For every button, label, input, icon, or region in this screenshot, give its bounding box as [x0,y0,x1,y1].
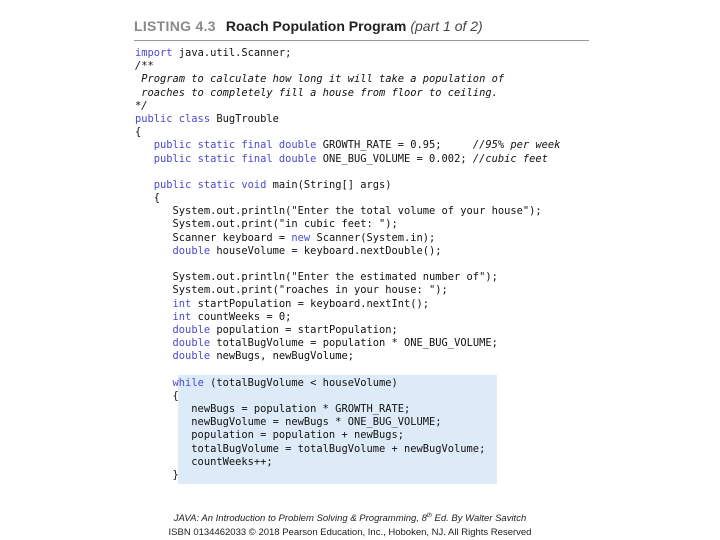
code-comment: roaches to completely fill a house from floor to ceiling. [135,86,498,99]
code-line [135,456,595,469]
code-line [135,192,595,205]
code-text: newBugVolume = newBugs * ONE_BUG_VOLUME; [135,416,442,429]
code-comment: */ [135,99,148,112]
code-text: { [135,126,142,139]
code-keyword: public static final double [153,152,317,165]
code-keyword: double [172,350,211,363]
code-line [135,218,595,231]
code-comment: //95% per week [472,139,561,152]
code-text: houseVolume = keyboard.nextDouble(); [210,244,442,257]
code-line [135,324,595,337]
code-text: ONE_BUG_VOLUME = 0.002; [316,152,473,165]
code-text: System.out.print("roaches in your house: "); [135,284,448,297]
code-line [135,390,595,403]
code-line [135,298,595,311]
code-text: Scanner keyboard = [135,231,292,244]
code-text: Scanner(System.in); [310,231,436,244]
footer-author: Ed. By Walter Savitch [431,513,527,525]
code-line [135,284,595,297]
code-text [135,153,154,165]
footer-citation [0,513,700,524]
code-line [135,245,595,258]
code-keyword: double [172,244,211,257]
code-keyword: int [172,310,192,323]
code-text: BugTrouble [210,112,279,125]
code-text: System.out.print("in cubic feet: "); [135,218,398,231]
code-text: newBugs, newBugVolume; [210,350,354,363]
code-text [135,324,173,336]
code-text: System.out.println("Enter the estimated number of"); [135,271,498,284]
code-line [135,469,595,482]
code-text: System.out.println("Enter the total volume of your house"); [135,205,542,218]
listing-part: (part 1 of 2) [410,18,483,34]
code-line [135,73,595,86]
code-text: startPopulation = keyboard.nextInt(); [191,297,430,310]
code-keyword: public static void [153,178,267,191]
listing-header [134,18,589,41]
code-line [135,47,595,60]
code-line [135,271,595,284]
code-keyword: while [172,376,204,389]
code-line [135,350,595,363]
code-line [135,337,595,350]
code-line [135,139,595,152]
code-text: totalBugVolume = population * ONE_BUG_VOLUME; [210,337,498,350]
code-text: (totalBugVolume < houseVolume) [203,376,398,389]
code-line [135,416,595,429]
code-text: totalBugVolume = totalBugVolume + newBugVolume; [135,442,486,455]
code-line [135,100,595,113]
code-text [135,245,173,257]
listing-title: Roach Population Program [225,18,407,34]
code-line [135,429,595,442]
code-text [135,311,173,323]
code-text [135,298,173,310]
code-line [135,126,595,139]
code-keyword: double [172,337,211,350]
code-line [135,113,595,126]
code-text [135,179,154,191]
footer-edition-suffix: th [426,513,432,519]
code-text: main(String[] args) [266,178,392,191]
code-text: GROWTH_RATE = 0.95; [316,139,473,152]
code-line [135,179,595,192]
code-text: { [135,192,161,205]
code-line [135,166,595,179]
code-line [135,205,595,218]
code-text [135,337,173,349]
code-keyword: public class [135,112,211,125]
code-line [135,443,595,456]
code-text [135,377,173,389]
code-line [135,258,595,271]
code-line [135,232,595,245]
code-comment: Program to calculate how long it will take a population of [135,73,505,86]
code-line [135,311,595,324]
code-text: population = population + newBugs; [135,429,404,442]
code-keyword: public static final double [153,139,317,152]
code-keyword: int [172,297,192,310]
code-text: countWeeks = 0; [191,310,292,323]
code-keyword: double [172,323,211,336]
code-comment: /** [135,60,154,73]
code-text: } [135,469,179,481]
code-text: population = startPopulation; [210,323,398,336]
code-text [135,139,154,151]
code-listing [135,47,595,482]
code-comment: //cubic feet [472,152,548,165]
code-text: newBugs = population * GROWTH_RATE; [135,403,411,416]
code-text: countWeeks++; [135,455,273,468]
footer-book-title: JAVA: An Introduction to Problem Solving & Programming, 8 [173,513,427,525]
listing-number: LISTING 4.3 [134,18,216,34]
code-text: java.util.Scanner; [172,47,292,59]
code-line [135,87,595,100]
code-line [135,60,595,73]
code-line [135,403,595,416]
code-line [135,364,595,377]
code-line [135,153,595,166]
footer-copyright: ISBN 0134462033 © 2018 Pearson Education, Inc., Hoboken, NJ. All Rights Reserved [168,527,532,538]
code-text: { [135,389,179,402]
code-keyword: new [291,231,311,244]
code-keyword: import [135,47,173,59]
code-text [135,350,173,362]
code-line [135,377,595,390]
